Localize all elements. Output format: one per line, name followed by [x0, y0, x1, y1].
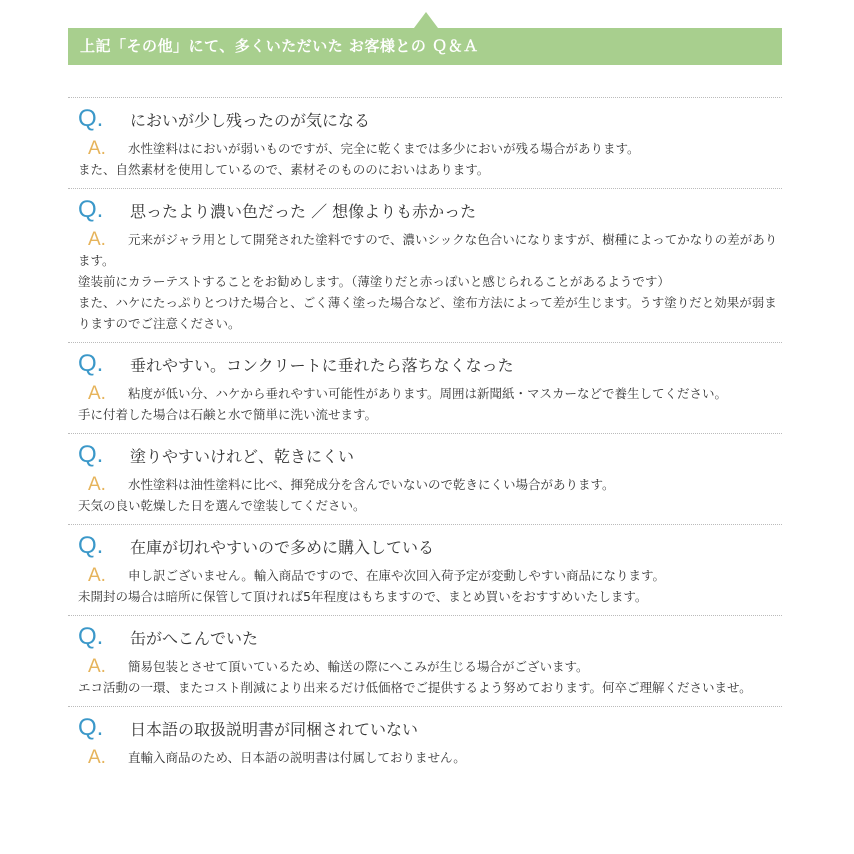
answer-line: [78, 404, 778, 425]
qa-item: [68, 706, 782, 776]
answer-line: [78, 292, 778, 334]
answer-line: [78, 383, 778, 404]
q-label: Q.: [78, 532, 104, 559]
question-row: [78, 349, 782, 379]
question-text: 在庫が切れやすいので多めに購入している: [130, 537, 435, 557]
q-label: Q.: [78, 714, 104, 741]
answer: [78, 229, 782, 334]
question-text: 思ったより濃い色だった ／ 想像よりも赤かった: [130, 201, 477, 221]
answer-text: 水性塗料はにおいが弱いものですが、完全に乾くまでは多少においが残る場合があります。: [128, 141, 640, 156]
a-label: A.: [88, 474, 106, 495]
answer-text: また、ハケにたっぷりとつけた場合と、ごく薄く塗った場合など、塗布方法によって差が生じます。うす塗りだと効果が弱まりますのでご注意ください。: [78, 295, 777, 331]
answer: [78, 656, 782, 698]
answer: [78, 565, 782, 607]
question-text: 塗りやすいけれど、乾きにくい: [130, 446, 355, 466]
a-label: A.: [88, 656, 106, 677]
answer-line: [78, 229, 778, 271]
answer: [78, 138, 782, 180]
q-label: Q.: [78, 105, 104, 132]
question-row: [78, 440, 782, 470]
q-label: Q.: [78, 623, 104, 650]
question-text: 垂れやすい。コンクリートに垂れたら落ちなくなった: [130, 355, 514, 375]
question-row: [78, 531, 782, 561]
question-row: [78, 622, 782, 652]
q-label: Q.: [78, 350, 104, 377]
answer-line: [78, 271, 778, 292]
a-label: A.: [88, 138, 106, 159]
question-text: 日本語の取扱説明書が同梱されていない: [130, 719, 419, 739]
question-row: [78, 104, 782, 134]
answer-line: [78, 474, 778, 495]
answer-line: [78, 586, 778, 607]
section-header: 上記「その他」にて、多くいただいた お客様との Ｑ＆Ａ: [68, 28, 782, 65]
answer-text: 塗装前にカラーテストすることをお勧めします。（薄塗りだと赤っぽいと感じられることがあるようです）: [78, 274, 670, 289]
qa-item: [68, 188, 782, 342]
answer-text: 天気の良い乾燥した日を選んで塗装してください。: [78, 498, 366, 513]
a-label: A.: [88, 565, 106, 586]
question-text: 缶がへこんでいた: [130, 628, 259, 648]
answer-text: 未開封の場合は暗所に保管して頂ければ5年程度はもちますので、まとめ買いをおすすめいたします。: [78, 589, 648, 604]
answer-line: [78, 565, 778, 586]
answer: [78, 747, 782, 768]
qa-item: [68, 433, 782, 524]
qa-item: [68, 342, 782, 433]
q-label: Q.: [78, 441, 104, 468]
answer: [78, 474, 782, 516]
answer-line: [78, 159, 778, 180]
question-row: [78, 195, 782, 225]
answer-text: 粘度が低い分、ハケから垂れやすい可能性があります。周囲は新聞紙・マスカーなどで養生してください。: [128, 386, 728, 401]
answer-text: また、自然素材を使用しているので、素材そのもののにおいはあります。: [78, 162, 490, 177]
answer-text: 手に付着した場合は石鹸と水で簡単に洗い流せます。: [78, 407, 378, 422]
answer-text: 簡易包装とさせて頂いているため、輸送の際にへこみが生じる場合がございます。: [128, 659, 589, 674]
q-label: Q.: [78, 196, 104, 223]
answer-text: エコ活動の一環、またコスト削減により出来るだけ低価格でご提供するよう努めております。何卒ご理解くださいませ。: [78, 680, 752, 695]
a-label: A.: [88, 229, 106, 250]
answer-line: [78, 656, 778, 677]
question-text: においが少し残ったのが気になる: [130, 110, 371, 130]
qa-item: [68, 524, 782, 615]
answer-text: 水性塗料は油性塗料に比べ、揮発成分を含んでいないので乾きにくい場合があります。: [128, 477, 615, 492]
answer: [78, 383, 782, 425]
a-label: A.: [88, 747, 106, 768]
a-label: A.: [88, 383, 106, 404]
qa-item: [68, 615, 782, 706]
qa-list: [68, 97, 782, 776]
question-row: [78, 713, 782, 743]
answer-text: 直輸入商品のため、日本語の説明書は付属しておりません。: [128, 750, 466, 765]
answer-line: [78, 495, 778, 516]
answer-line: [78, 138, 778, 159]
answer-line: [78, 677, 778, 698]
header-pointer: [414, 12, 438, 28]
answer-text: 申し訳ございません。輸入商品ですので、在庫や次回入荷予定が変動しやすい商品になります。: [128, 568, 666, 583]
answer-text: 元来がジャラ用として開発された塗料ですので、濃いシックな色合いになりますが、樹種によってかなりの差があります。: [78, 232, 778, 268]
answer-line: [78, 747, 778, 768]
qa-item: [68, 97, 782, 188]
